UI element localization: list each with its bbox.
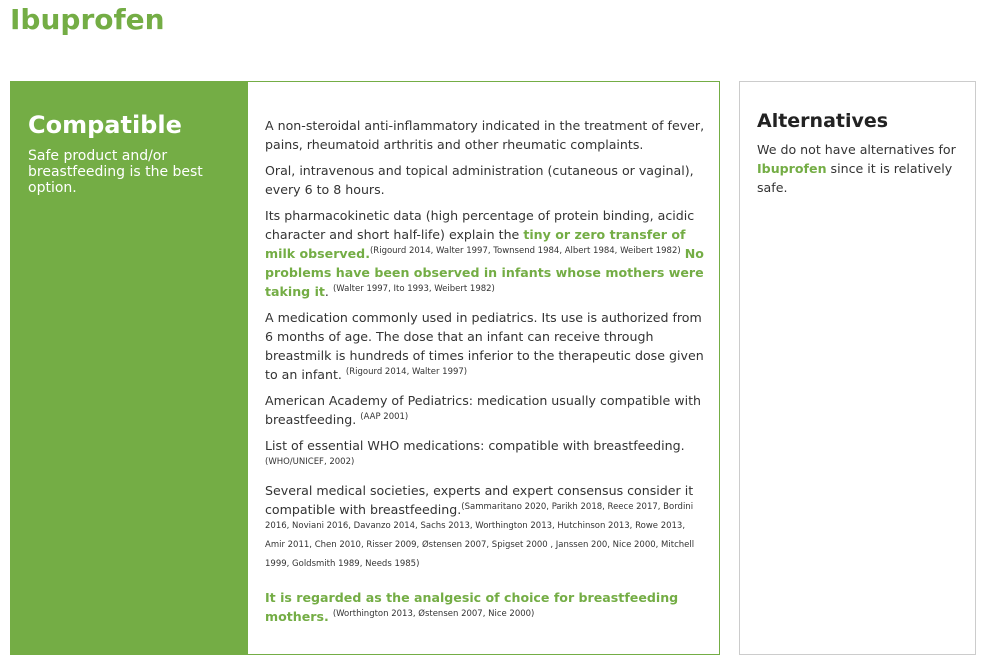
- pk-reference-1: (Rigourd 2014, Walter 1997, Townsend 1984, Albert 1984, Weibert 1982): [369, 246, 681, 256]
- pk-reference-2: (Walter 1997, Ito 1993, Weibert 1982): [332, 284, 495, 294]
- who-reference: (WHO/UNICEF, 2002): [265, 457, 355, 467]
- societies-text: Several medical societies, experts and expert consensus consider it compatible with breastfeeding.: [265, 483, 694, 517]
- aap-reference: (AAP 2001): [360, 412, 409, 422]
- info-analgesic: [265, 588, 705, 626]
- info-administration: Oral, intravenous and topical administration (cutaneous or vaginal), every 6 to 8 hours.: [265, 163, 694, 197]
- who-text: List of essential WHO medications: compatible with breastfeeding.: [265, 438, 685, 453]
- alternatives-panel: [739, 81, 976, 655]
- info-pharmacokinetics: Its pharmacokinetic data (high percentage of protein binding, acidic character and short half-life) explain the tiny or zero transfer of milk observed.$^{(Rigourd 2014, Walter 1997, Townsend 1984, Albert 1984, Weibert 1982)}$ No problems have been observed in infants whose mothers were taking it. $^{(Walter 1997, Ito 1993, Weibert 1982)}$: [265, 208, 704, 299]
- info-who: [265, 436, 705, 474]
- info-indication: A non-steroidal anti-inflammatory indicated in the treatment of fever, pains, rheumatoid arthritis and other rheumatic complaints.: [265, 118, 705, 152]
- info-societies: [265, 481, 705, 576]
- pk-text: Its pharmacokinetic data (high percentage of protein binding, acidic character and short half-life) explain the: [265, 208, 695, 242]
- pediatrics-reference: (Rigourd 2014, Walter 1997): [345, 367, 468, 377]
- page-title: Ibuprofen: [10, 3, 165, 36]
- status-description: Safe product and/or breastfeeding is the best option.: [28, 148, 203, 196]
- alternatives-drug-name: Ibuprofen: [757, 161, 827, 176]
- analgesic-reference: (Worthington 2013, Østensen 2007, Nice 2000): [332, 609, 535, 619]
- aap-text: American Academy of Pediatrics: medication usually compatible with breastfeeding.: [265, 393, 702, 427]
- pediatrics-text: A medication commonly used in pediatrics. Its use is authorized from 6 months of age. The dose that an infant can receive through breastmilk is hundreds of times inferior to the therapeutic dose given to an infant.: [265, 310, 704, 382]
- pk-highlight-transfer: tiny or zero transfer of milk observed.: [265, 227, 686, 261]
- pk-highlight-infants: No problems have been observed in infants whose mothers were taking it: [265, 246, 704, 299]
- info-aap: [265, 391, 705, 429]
- alternatives-heading: Alternatives: [757, 110, 889, 132]
- alternatives-text: [757, 140, 959, 197]
- status-heading: Compatible: [28, 111, 182, 139]
- societies-reference: (Sammaritano 2020, Parikh 2018, Reece 2017, Bordini 2016, Noviani 2016, Davanzo 2014, Sachs 2013, Worthington 2013, Hutchinson 2013, Rowe 2013, Amir 2011, Chen 2010, Risser 2009, Østensen 2007, Spigset 2000 , Janssen 200, Nice 2000, Mitchell 1999, Goldsmith 1989, Needs 1985): [265, 502, 695, 569]
- drug-info: [248, 82, 719, 654]
- compatibility-card: [10, 81, 720, 655]
- alternatives-text-before: We do not have alternatives for: [757, 142, 956, 157]
- alternatives-text-after: since it is relatively safe.: [757, 161, 953, 195]
- status-panel: [11, 82, 248, 654]
- analgesic-highlight: It is regarded as the analgesic of choice for breastfeeding mothers.: [265, 590, 679, 624]
- info-pediatrics: [265, 308, 705, 384]
